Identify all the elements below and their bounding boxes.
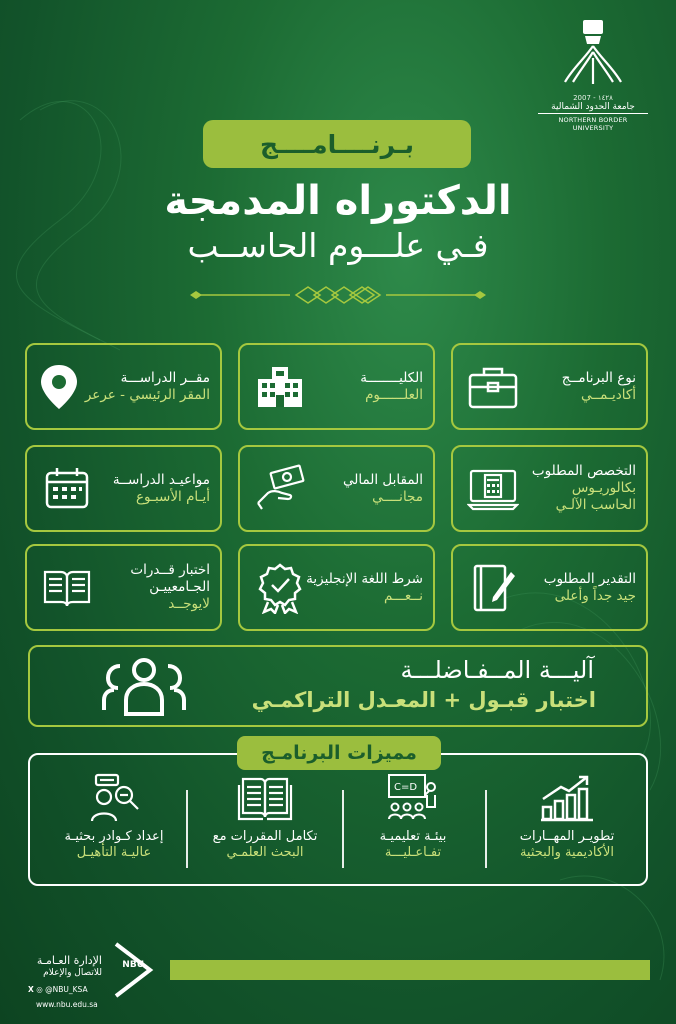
- svg-text:C=D: C=D: [394, 782, 418, 793]
- card-study-schedule: [25, 445, 222, 532]
- card-value: لايوجــد: [168, 595, 210, 612]
- merit-value: اختبار قبـول + المعـدل التراكمـي: [251, 688, 596, 712]
- card-college: [238, 343, 435, 430]
- building-icon: [254, 361, 306, 413]
- feature-integration: [195, 773, 335, 873]
- merit-title: آليـــة المــفـاضلـــة: [400, 656, 594, 684]
- logo-years: 2007 - ١٤٢٨: [573, 94, 613, 102]
- footer-bar: [170, 960, 650, 980]
- card-title: التقدير المطلوب: [543, 570, 636, 587]
- logo-name-en: NORTHERN BORDER UNIVERSITY: [558, 116, 628, 132]
- calendar-icon: [41, 463, 93, 515]
- ornament-divider: [190, 283, 486, 307]
- badge-check-icon: [254, 562, 306, 614]
- feature-environment: [343, 773, 483, 873]
- card-title: نوع البرنامــج: [561, 369, 636, 386]
- card-tuition: [238, 445, 435, 532]
- card-required-grade: [451, 544, 648, 631]
- dept-line1: الإدارة العـامـة: [36, 954, 102, 967]
- feature-line1: تكامل المقررات مع: [212, 829, 318, 844]
- social-handle: X ◎ @NBU_KSA: [28, 985, 88, 994]
- website: www.nbu.edu.sa: [36, 1000, 98, 1009]
- feature-line2: عاليـة التأهيـل: [76, 844, 152, 860]
- card-title: اختبار قــدرات: [130, 562, 210, 579]
- card-value: المقر الرئيسي - عرعر: [84, 386, 210, 403]
- feature-line2: تفـاعـليـــة: [384, 844, 442, 860]
- classroom-icon: [385, 773, 441, 823]
- card-title: التخصص المطلوب: [531, 463, 636, 480]
- feature-line1: تطويـر المهــارات: [519, 829, 615, 844]
- location-pin-icon: [33, 361, 85, 413]
- book-icon: [237, 773, 293, 823]
- card-title: الكليــــــــة: [360, 369, 423, 386]
- dept-line2: للاتصال والإعلام: [43, 968, 102, 978]
- open-book-icon: [41, 562, 93, 614]
- card-required-major: [451, 445, 648, 532]
- x-icon: X: [28, 985, 34, 994]
- card-study-location: [25, 343, 222, 430]
- card-title: مقــر الدراســـة: [120, 369, 210, 386]
- page-title: الدكتوراه المدمجة: [164, 178, 512, 224]
- nbu-chevron-icon: [112, 940, 160, 1000]
- money-hand-icon: [254, 463, 306, 515]
- university-emblem-icon: [563, 18, 623, 88]
- feature-line2: البحث العلمـي: [226, 844, 304, 860]
- card-value: مجانــــي: [372, 488, 423, 505]
- briefcase-icon: [467, 361, 519, 413]
- card-title: المقابل المالي: [342, 471, 423, 488]
- logo-name-ar: جامعة الحدود الشمالية: [538, 102, 648, 114]
- card-english-requirement: [238, 544, 435, 631]
- card-value: أكاديـمــي: [581, 386, 636, 403]
- features-label: مميزات البرنامـج: [237, 736, 441, 770]
- notebook-pen-icon: [467, 562, 519, 614]
- feature-line1: إعداد كـوادر بحثيـة: [64, 829, 164, 844]
- card-value: أيـام الأسبـوع: [135, 488, 210, 505]
- card-value-2: الحاسب الآلـي: [555, 496, 636, 513]
- card-value: جيد جداً وأعلى: [554, 587, 636, 604]
- feature-separator: [186, 790, 188, 868]
- researcher-icon: [86, 773, 142, 823]
- card-title: شرط اللغة الإنجليزية: [306, 570, 423, 587]
- card-program-type: [451, 343, 648, 430]
- card-aptitude-test: [25, 544, 222, 631]
- feature-separator: [342, 790, 344, 868]
- feature-line2: الأكاديمية والبحثية: [519, 844, 615, 860]
- instagram-icon: ◎: [36, 985, 43, 994]
- card-value: بكالوريـوس: [571, 480, 636, 497]
- card-title: مواعيـد الدراســة: [112, 471, 210, 488]
- card-value: العلــــــوم: [365, 386, 423, 403]
- feature-line1: بيئـة تعليميـة: [379, 829, 447, 844]
- calculator-icon: [467, 463, 519, 515]
- feature-researchers: [44, 773, 184, 873]
- nbu-logo-text: NBU: [122, 960, 144, 970]
- feature-separator: [485, 790, 487, 868]
- media-department-logo: [20, 940, 160, 1018]
- card-title-2: الجـامعييـن: [149, 579, 210, 596]
- program-label: بـرنــــامــــج: [203, 120, 471, 168]
- card-value: نــعـــم: [383, 587, 423, 604]
- university-logo: [538, 18, 648, 132]
- page-subtitle: فـي علـــوم الحاســب: [187, 226, 489, 265]
- group-people-icon: [100, 656, 188, 716]
- growth-chart-icon: [539, 773, 595, 823]
- feature-skills: [497, 773, 637, 873]
